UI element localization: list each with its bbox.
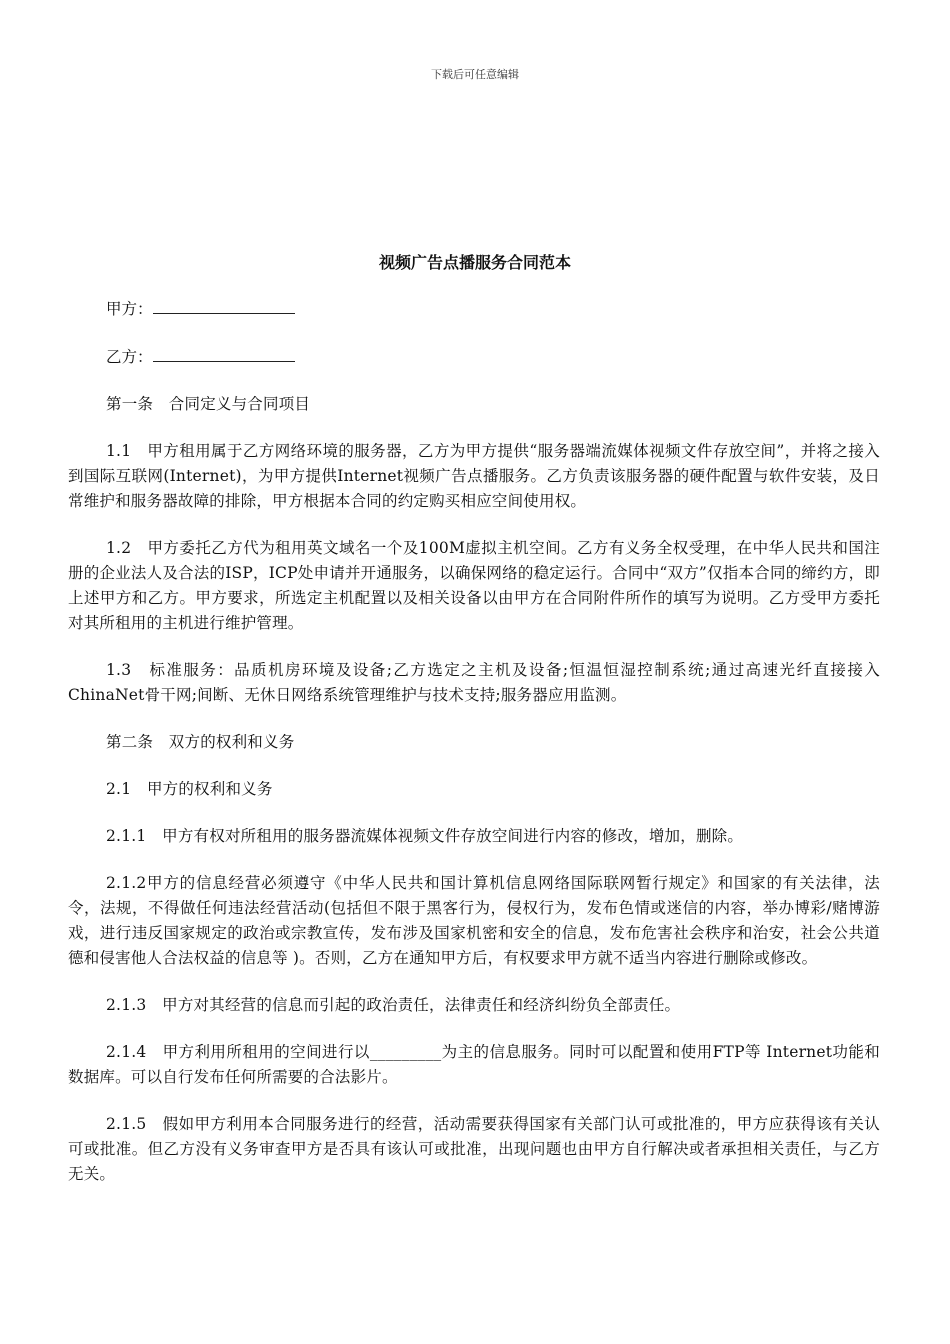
article-2-heading: 第二条 双方的权利和义务 <box>106 733 295 751</box>
clause-1-3: 1.3 标准服务：品质机房环境及设备;乙方选定之主机及设备;恒温恒湿控制系统;通过高速光纤直接接入ChinaNet骨干网;间断、无休日网络系统管理维护与技术支持;服务器应用监测。 <box>68 661 880 704</box>
clause-1-2: 1.2 甲方委托乙方代为租用英文域名一个及100M虚拟主机空间。乙方有义务全权受理，在中华人民共和国注册的企业法人及合法的ISP，ICP处申请并开通服务，以确保网络的稳定运行。合同中“双方”仅指本合同的缔约方，即上述甲方和乙方。甲方要求，所选定主机配置以及相关设备以由甲方在合同附件所作的填写为说明。乙方受甲方委托对其所租用的主机进行维护管理。 <box>68 539 880 632</box>
party-b-label: 乙方： <box>106 348 153 366</box>
clause-2-1: 2.1 甲方的权利和义务 <box>106 780 273 798</box>
party-a-line <box>68 296 880 322</box>
clause-2-1-2: 2.1.2甲方的信息经营必须遵守《中华人民共和国计算机信息网络国际联网暂行规定》和国家的有关法律，法令，法规，不得做任何违法经营活动(包括但不限于黑客行为，侵权行为，发布色情或迷信的内容，举办博彩/赌博游戏，进行违反国家规定的政治或宗教宣传，发布涉及国家机密和安全的信息，发布危害社会秩序和治安，社会公共道德和侵害他人合法权益的信息等 )。否则，乙方在通知甲方后，有权要求甲方就不适当内容进行删除或修改。 <box>68 874 880 967</box>
party-a-blank <box>153 296 295 314</box>
party-a-label: 甲方： <box>106 300 153 318</box>
party-b-line <box>68 344 880 370</box>
clause-1-1: 1.1 甲方租用属于乙方网络环境的服务器，乙方为甲方提供“服务器端流媒体视频文件存放空间”，并将之接入到国际互联网(Internet)，为甲方提供Internet视频广告点播服务。乙方负责该服务器的硬件配置与软件安装，及日常维护和服务器故障的排除，甲方根据本合同的约定购买相应空间使用权。 <box>68 442 880 510</box>
clause-2-1-3: 2.1.3 甲方对其经营的信息而引起的政治责任，法律责任和经济纠纷负全部责任。 <box>106 996 681 1014</box>
document-body <box>68 296 880 1209</box>
party-b-blank <box>153 344 295 362</box>
clause-2-1-5: 2.1.5 假如甲方利用本合同服务进行的经营，活动需要获得国家有关部门认可或批准的，甲方应获得该有关认可或批准。但乙方没有义务审查甲方是否具有该认可或批准，出现问题也由甲方自行解决或者承担相关责任，与乙方无关。 <box>68 1115 880 1183</box>
document-title: 视频广告点播服务合同范本 <box>378 253 571 272</box>
header-note: 下载后可任意编辑 <box>431 68 519 81</box>
clause-2-1-4: 2.1.4 甲方利用所租用的空间进行以_________为主的信息服务。同时可以配置和使用FTP等 Internet功能和数据库。可以自行发布任何所需要的合法影片。 <box>68 1043 880 1086</box>
clause-2-1-1: 2.1.1 甲方有权对所租用的服务器流媒体视频文件存放空间进行内容的修改，增加，删除。 <box>106 827 744 845</box>
article-1-heading: 第一条 合同定义与合同项目 <box>106 395 311 413</box>
